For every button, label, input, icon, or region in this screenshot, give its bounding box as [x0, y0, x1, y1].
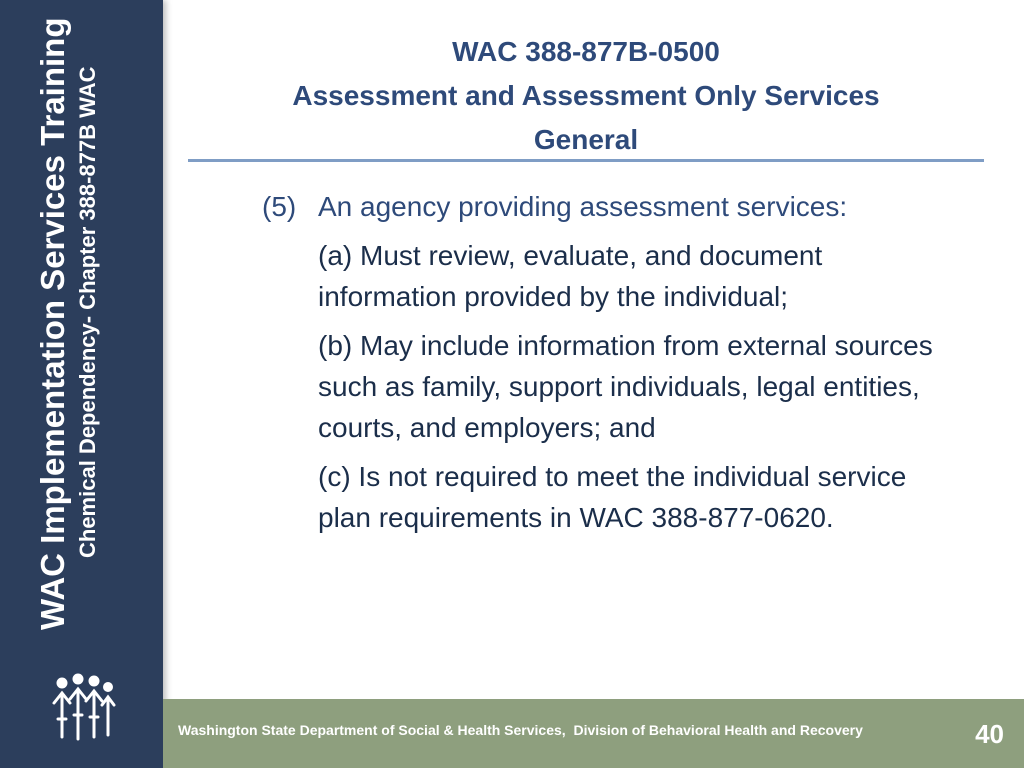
title-divider	[188, 159, 984, 162]
sub-item-a: (a) Must review, evaluate, and document information provided by the individual;	[318, 240, 823, 312]
footer-bar	[163, 699, 1024, 768]
sub-list	[318, 235, 942, 538]
sidebar-title: WAC Implementation Services Training	[34, 17, 71, 630]
title-line-1: WAC 388-877B-0500	[452, 36, 720, 67]
sub-item-c: (c) Is not required to meet the individual service plan requirements in WAC 388-877-0620.	[318, 461, 907, 533]
sidebar-text	[33, 0, 103, 700]
slide-title	[188, 30, 984, 162]
item-text: An agency providing assessment services:	[318, 191, 848, 222]
slide-body	[262, 185, 942, 546]
sidebar	[0, 0, 163, 768]
sub-item-b: (b) May include information from external sources such as family, support individuals, legal entities, courts, and employers; and	[318, 330, 933, 443]
footer-text: Washington State Department of Social & Health Services, Division of Behavioral Health and Recovery	[178, 722, 863, 738]
people-group-icon	[48, 673, 118, 743]
title-line-3: General	[533, 124, 639, 155]
page-number: 40	[975, 719, 1004, 749]
sidebar-subtitle: Chemical Dependency- Chapter 388-877B WAC	[75, 66, 100, 558]
list-item-lead	[262, 185, 942, 229]
title-line-2: Assessment and Assessment Only Services	[292, 80, 880, 111]
item-number: (5)	[262, 191, 297, 222]
